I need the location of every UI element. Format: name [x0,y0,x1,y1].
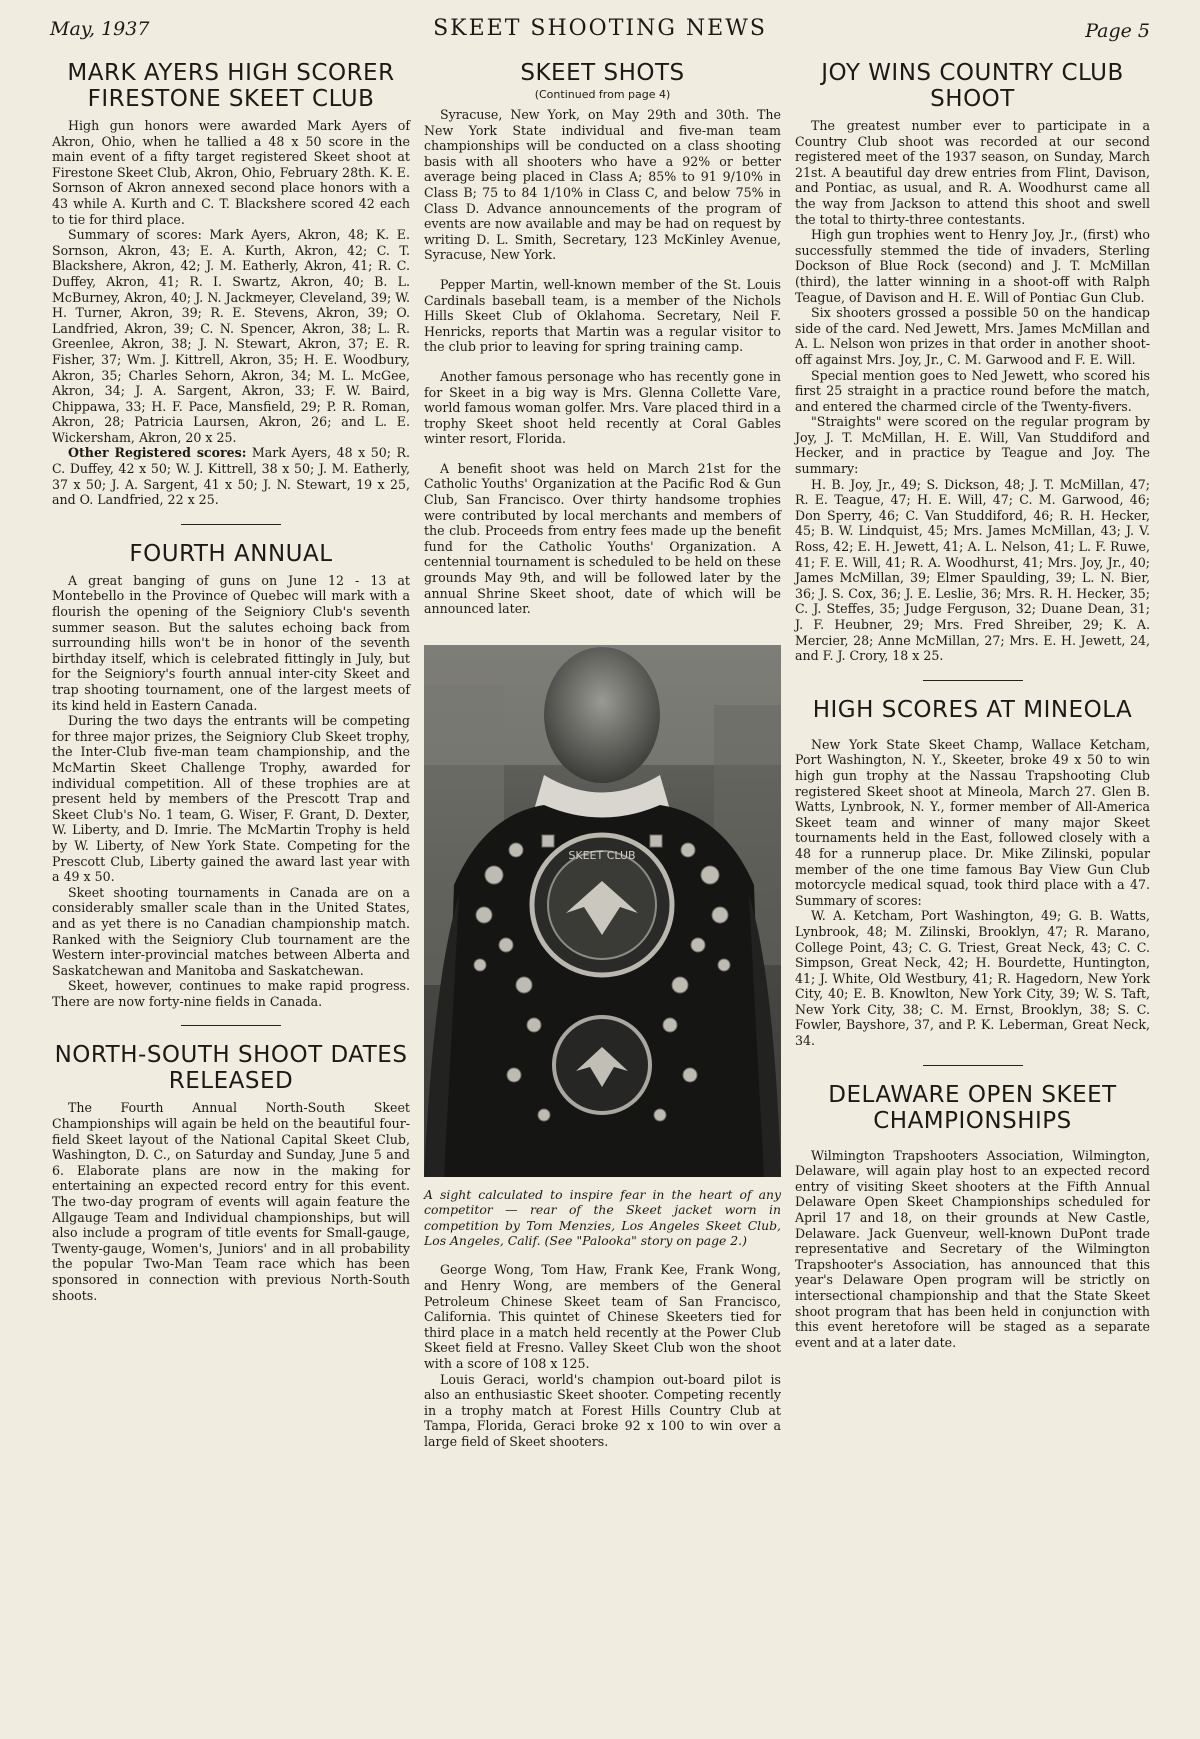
article-paragraph: W. A. Ketcham, Port Washington, 49; G. B. Watts, Lynbrook, 48; M. Zilinski, Brooklyn, 47; R. Marano, College Point, 43; C. G. Triest, Great Neck, 43; C. C. Simpson, Great Neck, 42; H. Bourdette, Huntington, 41; J. White, Old Westbury, 41; R. Hagedorn, New York City, 40; E. B. Knowlton, New York City, 39; W. S. Taft, New York City, 38; C. M. Ernst, Brooklyn, 38; S. C. Fowler, Bayshore, 37, and P. K. Leberman, Great Neck, 34. [795,908,1150,1049]
article-paragraph: High gun honors were awarded Mark Ayers of Akron, Ohio, when he tallied a 48 x 50 score in the main event of a fifty target registered Skeet shoot at Firestone Skeet Club, Akron, Ohio, February 28th. K. E. Sornson of Akron annexed second place honors with a 43 while A. Kurth and C. T. Blackshere scored 42 each to tie for third place. [52,118,410,227]
jacket-photo [424,645,781,1177]
scores-label: Other Registered scores: [68,445,247,461]
continued-note: (Continued from page 4) [534,88,671,101]
article-paragraph: "Straights" were scored on the regular program by Joy, J. T. McMillan, H. E. Will, Van Studdiford and Hecker, and in practice by Teague and Joy. The summary: [795,414,1150,477]
article-paragraph: Six shooters grossed a possible 50 on the handicap side of the card. Ned Jewett, Mrs. James McMillan and A. L. Nelson won prizes in that order in another shoot-off against Mrs. Joy, Jr., C. M. Garwood and F. E. Will. [795,305,1150,367]
article-paragraph: The greatest number ever to participate in a Country Club shoot was recorded at our second registered meet of the 1937 season, on Sunday, March 21st. A beautiful day drew entries from Flint, Davison, and Pontiac, as usual, and R. A. Woodhurst came all the way from Jackson to attend this shoot and swell the total to thirty-three contestants. [795,118,1150,227]
article-paragraph: Syracuse, New York, on May 29th and 30th. The New York State individual and five-man team championships will be conducted on a class shooting basis with all shooters who have a 92% or better average being placed in Class A; 85% to 91 9/10% in Class B; 75 to 84 1/10% in Class C, and below 75% in Class D. Advance announcements of the program of events are now available and may be had on request by writing D. L. Smith, Secretary, 123 McKinley Avenue, Syracuse, New York. [424,107,781,263]
article-title: FOURTH ANNUAL [129,540,333,567]
article-paragraph: The Fourth Annual North-South Skeet Championships will again be held on the beautiful four-field Skeet layout of the National Capital Skeet Club, Washington, D. C., on Saturday and Sunday, June 5 and 6. Elaborate plans are now in the making for entertaining an expected record entry for this event. The two-day program of events will again feature the Allgauge Team and Individual championships, but will also include a program of title events for Small-gauge, Twenty-gauge, Women's, Juniors' and in all probability the popular Two-Man Team race which has been sponsored in connection with previous North-South shoots. [52,1100,410,1303]
article-paragraph: Skeet, however, continues to make rapid progress. There are now forty-nine fields in Canada. [52,978,410,1009]
section-divider [181,524,281,525]
issue-date: May, 1937 [50,18,150,40]
section-divider [923,680,1023,681]
page-number: Page 5 [1085,20,1150,42]
patch-lettering: SKEET CLUB [568,848,636,862]
article-title: SKEET SHOTS [520,60,685,86]
photo-caption: A sight calculated to inspire fear in the heart of any competitor — rear of the Skeet jacket worn in competition by Tom Menzies, Los Angeles Skeet Club, Los Angeles, Calif. (See "Palooka" story on page 2.) [424,1186,781,1249]
article-paragraph: Wilmington Trapshooters Association, Wilmington, Delaware, will again play host to an expected record entry of visiting Skeet shooters at the Fifth Annual Delaware Open Skeet Championships scheduled for April 17 and 18, on their grounds at New Castle, Delaware. Jack Guenveur, well-known DuPont trade representative and Secretary of the Wilmington Trapshooter's Association, has announced that this year's Delaware Open program will be strictly on intersectional championship and that the State Skeet shoot program that has been held in conjunction with this event heretofore will be staged as a separate event and at a later date. [795,1147,1150,1350]
column-right [795,60,1150,1350]
article-title: NORTH-SOUTH SHOOT DATES RELEASED [54,1042,408,1095]
article-paragraph: New York State Skeet Champ, Wallace Ketcham, Port Washington, N. Y., Skeeter, broke 49 x 50 to win high gun trophy at the Nassau Trapshooting Club registered Skeet shoot at Mineola, March 27. Glen B. Watts, Lynbrook, N. Y., former member of All-America Skeet team and winner of many major Skeet tournaments held in the East, followed closely with a 48 for a runnerup place. Dr. Mike Zilinski, popular member of the one time famous Bay View Gun Club motorcycle medical squad, took third place with a 47. Summary of scores: [795,736,1150,908]
page-header [50,14,1150,48]
scores-text: Mark Ayers, 48 x 50; R. C. Duffey, 42 x 50; W. J. Kittrell, 38 x 50; J. M. Eatherly, 37 x 50; J. A. Sargent, 41 x 50; J. N. Stewart, 19 x 25, and O. Landfried, 22 x 25. [52,445,410,508]
article-paragraph: Special mention goes to Ned Jewett, who scored his first 25 straight in a practice round before the match, and entered the charmed circle of the Twenty-fivers. [795,367,1150,414]
column-left [52,60,410,1303]
article-paragraph: A great banging of guns on June 12 - 13 at Montebello in the Province of Quebec will mark with a flourish the opening of the Seigniory Club's seventh summer season. But the salutes echoing back from surrounding hills won't be in honor of the seventh birthday itself, which is celebrated fittingly in July, but for the Seigniory's fourth annual inter-city Skeet and trap shooting tournament, one of the largest meets of its kind held in Eastern Canada. [52,572,410,713]
section-divider [181,1025,281,1026]
section-divider [923,1065,1023,1066]
article-title: HIGH SCORES AT MINEOLA [812,696,1133,723]
article-paragraph: Summary of scores: Mark Ayers, Akron, 48; K. E. Sornson, Akron, 43; E. A. Kurth, Akron, 42; C. T. Blackshere, Akron, 42; J. M. Eatherly, Akron, 41; R. C. Duffey, Akron, 41; R. I. Swartz, Akron, 40; B. L. McBurney, Akron, 40; J. N. Jackmeyer, Cleveland, 39; W. H. Turner, Akron, 39; R. E. Stevens, Akron, 39; O. Landfried, Akron, 39; C. N. Spencer, Akron, 38; L. R. Greenlee, Akron, 38; J. N. Stewart, Akron, 37; E. R. Fisher, 37; Wm. J. Kittrell, Akron, 35; H. E. Woodbury, Akron, 35; Charles Sehorn, Akron, 34; M. L. McGee, Akron, 34; J. A. Sargent, Akron, 33; F. W. Baird, Chippawa, 33; H. F. Pace, Mansfield, 29; P. R. Roman, Akron, 28; Patricia Laursen, Akron, 26; and L. E. Wickersham, Akron, 20 x 25. [52,227,410,445]
article-paragraph [52,445,410,507]
jacket-photo-drawing [424,645,781,1177]
article-paragraph: A benefit shoot was held on March 21st for the Catholic Youths' Organization at the Pacific Rod & Gun Club, San Francisco. Over thirty handsome trophies were contributed by local merchants and members of the club. Proceeds from entry fees made up the benefit fund for the Catholic Youths' Organization. A centennial tournament is scheduled to be held on these grounds May 9th, and will be followed later by the annual Shrine Skeet shoot, date of which will be announced later. [424,460,781,617]
article-paragraph: Pepper Martin, well-known member of the St. Louis Cardinals baseball team, is a member of the Nichols Hills Skeet Club of Oklahoma. Secretary, Neil F. Henricks, reports that Martin was a regular visitor to the club prior to leaving for spring training camp. [424,276,781,355]
article-paragraph: During the two days the entrants will be competing for three major prizes, the Seigniory Club Skeet trophy, the Inter-Club five-man team championship, and the McMartin Skeet Challenge Trophy, awarded for individual competition. All of these trophies are at present held by members of the Prescott Trap and Skeet Club's No. 1 team, G. Wiser, F. Grant, D. Dexter, W. Liberty, and D. Imrie. The McMartin Trophy is held by W. Liberty, of New York State. Competing for the Prescott Club, Liberty gained the award last year with a 49 x 50. [52,713,410,885]
article-title: MARK AYERS HIGH SCORER FIRESTONE SKEET CLUB [67,60,395,112]
article-paragraph: High gun trophies went to Henry Joy, Jr., (first) who successfully stemmed the tide of invaders, Sterling Dockson of Blue Rock (second) and J. T. McMillan (third), the latter winning in a shoot-off with Ralph Teague, of Davison and H. E. Will of Pontiac Gun Club. [795,227,1150,305]
article-paragraph: George Wong, Tom Haw, Frank Kee, Frank Wong, and Henry Wong, are members of the General Petroleum Chinese Skeet team of San Francisco, California. This quintet of Chinese Skeeters tied for third place in a match held recently at the Power Club Skeet field at Fresno. Valley Skeet Club won the shoot with a score of 108 x 125. [424,1262,781,1371]
article-paragraph: Louis Geraci, world's champion out-board pilot is also an enthusiastic Skeet shooter. Competing recently in a trophy match at Forest Hills Country Club at Tampa, Florida, Geraci broke 92 x 100 to win over a large field of Skeet shooters. [424,1371,781,1449]
column-middle [424,60,781,1450]
article-paragraph: H. B. Joy, Jr., 49; S. Dickson, 48; J. T. McMillan, 47; R. E. Teague, 47; H. E. Will, 47; C. M. Garwood, 46; Don Sperry, 46; C. Van Studdiford, 46; R. H. Hecker, 45; B. W. Lindquist, 45; Mrs. James McMillan, 43; J. V. Ross, 42; E. H. Jewett, 41; A. L. Nelson, 41; L. F. Ruwe, 41; F. E. Will, 41; R. A. Woodhurst, 41; Mrs. Joy, Jr., 40; James McMillan, 39; Elmer Spaulding, 39; L. N. Bier, 36; J. S. Cox, 36; J. E. Leslie, 36; Mrs. R. H. Hecker, 35; C. J. Steffes, 35; Judge Ferguson, 32; Duane Dean, 31; J. F. Heubner, 29; Mrs. Fred Shreiber, 29; K. A. Mercier, 28; Anne McMillan, 27; Mrs. E. H. Jewett, 24, and F. J. Crory, 18 x 25. [795,476,1150,664]
article-paragraph: Skeet shooting tournaments in Canada are on a considerably smaller scale than in the United States, and as yet there is no Canadian championship match. Ranked with the Seigniory Club tournament are the Western inter-provincial matches between Alberta and Saskatchewan and Manitoba and Saskatchewan. [52,884,410,978]
article-title: JOY WINS COUNTRY CLUB SHOOT [821,60,1124,112]
masthead: SKEET SHOOTING NEWS [433,16,767,41]
article-paragraph: Another famous personage who has recently gone in for Skeet in a big way is Mrs. Glenna Collette Vare, world famous woman golfer. Mrs. Vare placed third in a trophy Skeet shoot held recently at Coral Gables winter resort, Florida. [424,368,781,447]
article-title: DELAWARE OPEN SKEET CHAMPIONSHIPS [828,1081,1117,1134]
